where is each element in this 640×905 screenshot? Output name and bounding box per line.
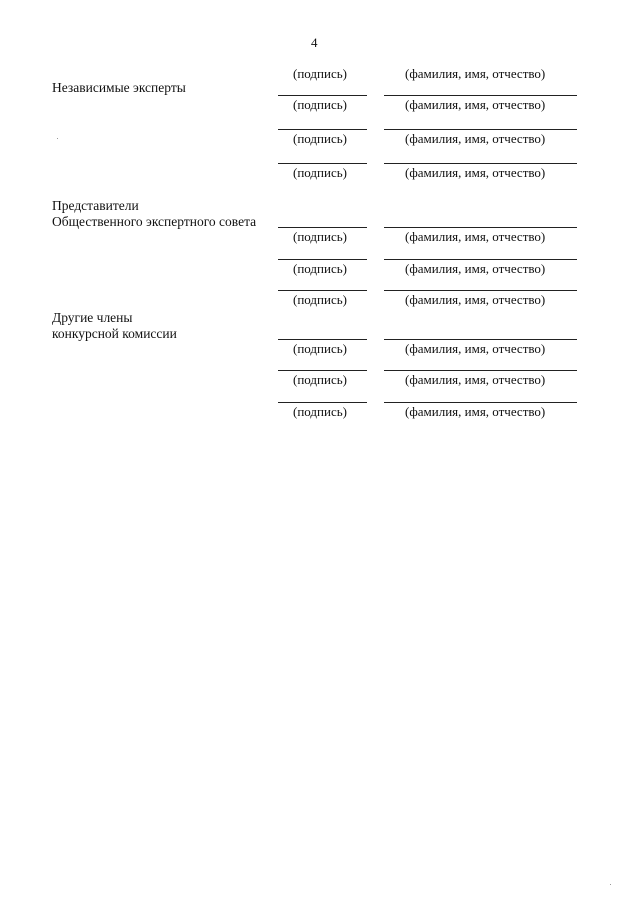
full-name-caption: (фамилия, имя, отчество)	[405, 165, 546, 180]
full-name-caption: (фамилия, имя, отчество)	[405, 404, 546, 419]
signature-caption: (подпись)	[293, 66, 347, 81]
signature-line	[278, 259, 367, 260]
scan-speck	[57, 138, 58, 139]
full-name-line	[384, 339, 577, 340]
section-other-members	[52, 310, 177, 342]
full-name-line	[384, 259, 577, 260]
signature-caption: (подпись)	[293, 131, 347, 146]
section-title-line: Представители	[52, 198, 139, 213]
signature-line	[278, 339, 367, 340]
full-name-line	[384, 227, 577, 228]
full-name-line	[384, 163, 577, 164]
full-name-line	[384, 290, 577, 291]
full-name-line	[384, 95, 577, 96]
full-name-caption: (фамилия, имя, отчество)	[405, 372, 546, 387]
scan-speck	[610, 884, 611, 885]
signature-caption: (подпись)	[293, 404, 347, 419]
signature-line	[278, 95, 367, 96]
full-name-caption: (фамилия, имя, отчество)	[405, 261, 546, 276]
section-public-council	[52, 198, 256, 230]
signature-caption: (подпись)	[293, 292, 347, 307]
full-name-line	[384, 402, 577, 403]
signature-caption: (подпись)	[293, 341, 347, 356]
full-name-caption: (фамилия, имя, отчество)	[405, 97, 546, 112]
signature-caption: (подпись)	[293, 97, 347, 112]
signature-line	[278, 227, 367, 228]
section-title-line: Общественного экспертного совета	[52, 214, 257, 229]
signature-line	[278, 290, 367, 291]
full-name-line	[384, 129, 577, 130]
signature-caption: (подпись)	[293, 261, 347, 276]
signature-line	[278, 163, 367, 164]
signature-caption: (подпись)	[293, 165, 347, 180]
signature-line	[278, 129, 367, 130]
section-title-line: конкурсной комиссии	[52, 326, 177, 341]
page-number: 4	[311, 35, 318, 50]
section-independent-experts	[52, 80, 186, 96]
section-title-line: Независимые эксперты	[52, 80, 186, 95]
signature-line	[278, 370, 367, 371]
full-name-line	[384, 370, 577, 371]
full-name-caption: (фамилия, имя, отчество)	[405, 341, 546, 356]
full-name-caption: (фамилия, имя, отчество)	[405, 292, 546, 307]
signature-caption: (подпись)	[293, 372, 347, 387]
section-title-line: Другие члены	[52, 310, 133, 325]
signature-line	[278, 402, 367, 403]
full-name-caption: (фамилия, имя, отчество)	[405, 66, 546, 81]
full-name-caption: (фамилия, имя, отчество)	[405, 131, 546, 146]
full-name-caption: (фамилия, имя, отчество)	[405, 229, 546, 244]
signature-caption: (подпись)	[293, 229, 347, 244]
